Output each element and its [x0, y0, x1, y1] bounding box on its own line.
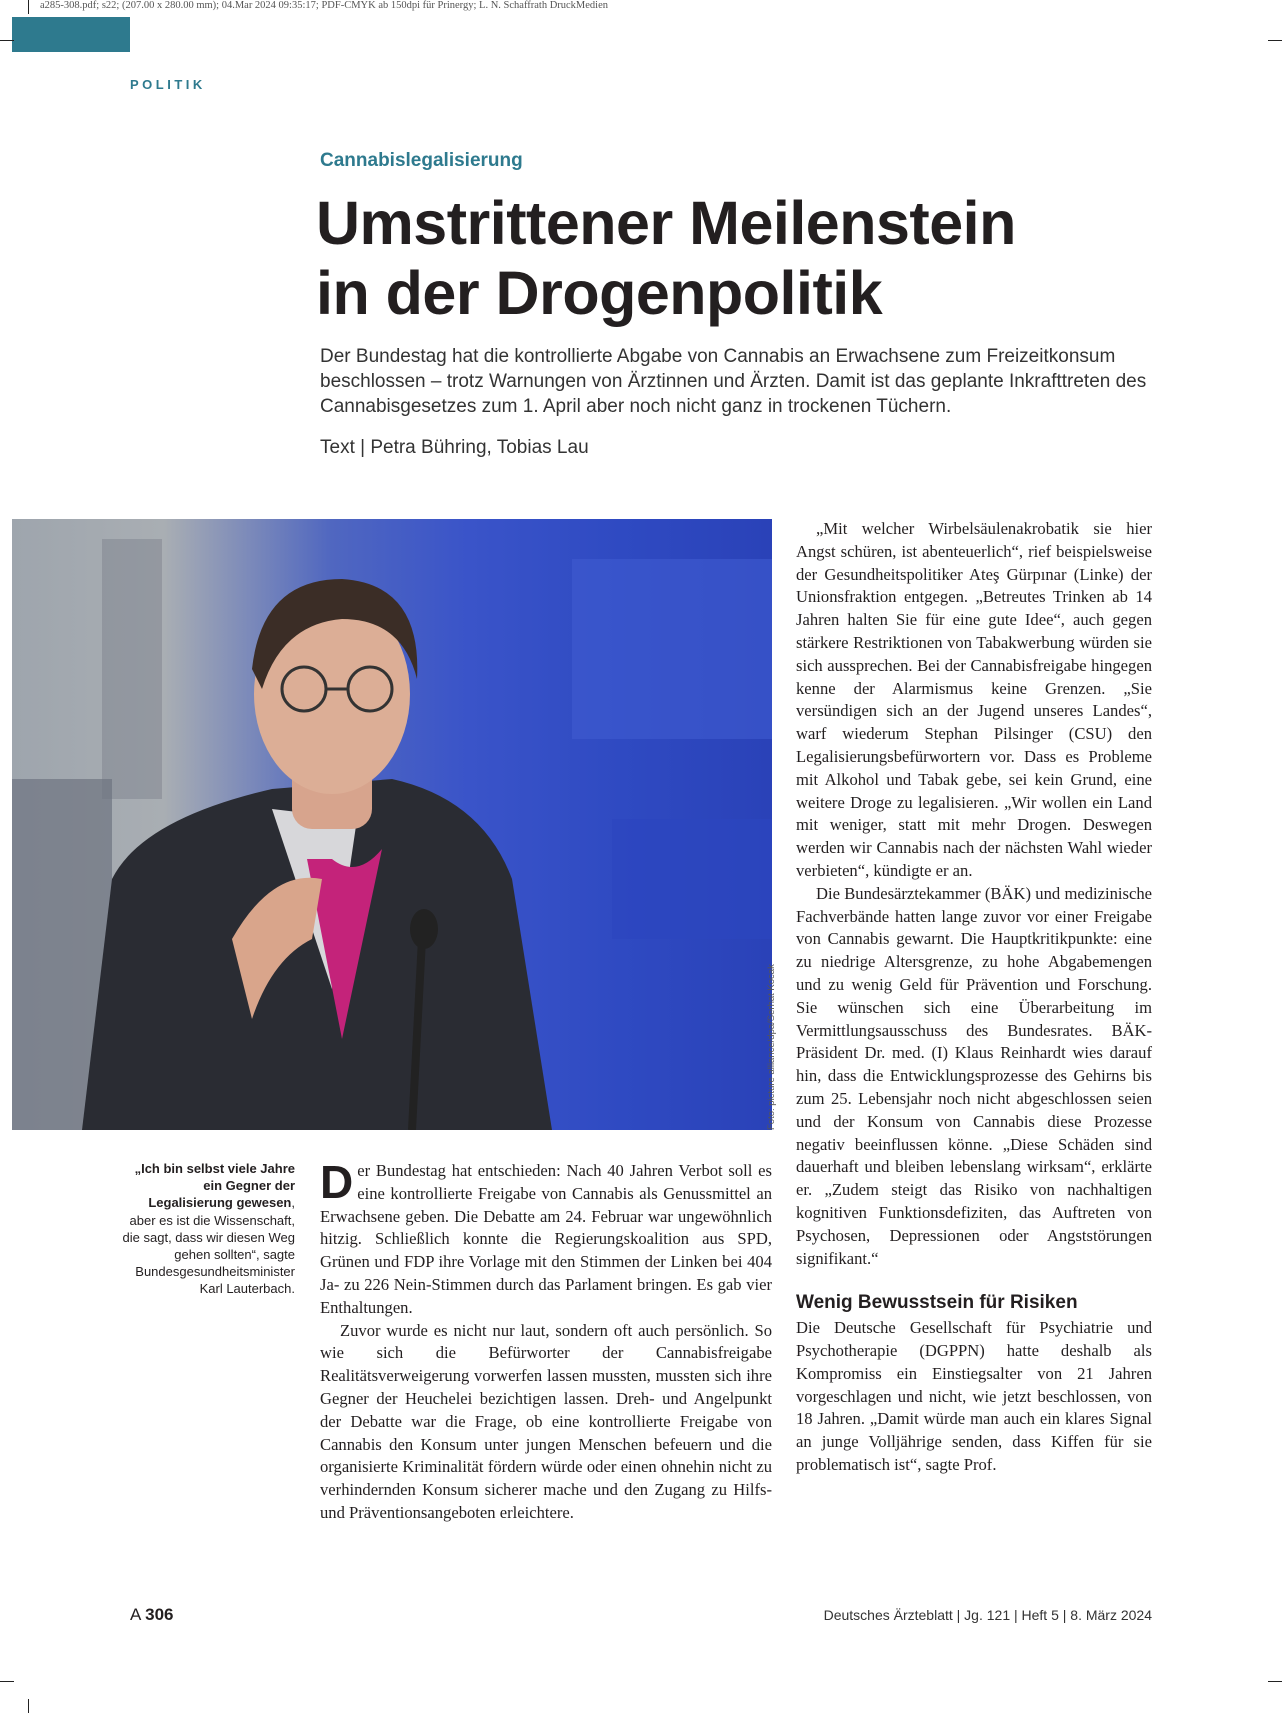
subheading: Wenig Bewusstsein für Risiken [796, 1292, 1078, 1314]
article-paragraph: Zuvor wurde es nicht nur laut, sondern oft auch persönlich. So wie sich die Befürworter der Cannabisfreigabe Realitätsverweigerung vorwerfen lassen mussten, mussten sich ihre Gegner der Heuchelei bezichtigen lassen. Dreh- und Angelpunkt der Debatte war die Frage, ob eine kontrollierte Freigabe von Cannabis den Konsum unter jungen Menschen befeuern und die organisierte Kriminalität fördern würde oder einen ohnehin nicht zu verhindernden Konsum sicherer mache und den Zugang zu Hilfs- und Präventionsangeboten erleichtere. [320, 1320, 772, 1522]
crop-mark [0, 1681, 14, 1682]
headline-line-1: Umstrittener Meilenstein [316, 189, 1016, 257]
headline [316, 188, 1016, 328]
drop-cap: D [320, 1156, 354, 1208]
portrait-illustration [12, 519, 772, 1130]
photo-caption [120, 1160, 295, 1298]
caption-text: , aber es ist die Wissenschaft, die sagt, dass wir diesen Weg gehen sollten“, sagte Bundesgesundheitsminister Karl Lauterbach. [122, 1195, 295, 1297]
journal-info: Deutsches Ärzteblatt | Jg. 121 | Heft 5 | 8. März 2024 [823, 1607, 1152, 1623]
photo-credit: Foto: picture alliance/dpa/Serhat Kocak [766, 964, 777, 1130]
page-number [130, 1605, 174, 1625]
page-prefix: A [130, 1605, 141, 1624]
crop-mark [28, 0, 29, 14]
print-info-line: a285-308.pdf; s22; (207.00 x 280.00 mm); 04.Mar 2024 09:35:17; PDF-CMYK ab 150dpi für Prinergy; L. N. Schaffrath DruckMedien [40, 0, 609, 11]
crop-mark [1268, 40, 1282, 41]
article-paragraph: „Mit welcher Wirbelsäulenakrobatik sie hier Angst schüren, ist abenteuerlich“, rief beispielsweise der Gesundheitspolitiker Ateş Gürpınar (Linke) der Unionsfraktion entgegen. „Betreutes Trinken ab 14 Jahren halten Sie für eine gute Idee“, auch gegen stärkere Restriktionen von Tabakwerbung würden sie sich aussprechen. Bei der Cannabisfreigabe hingegen kenne der Alarmismus keine Grenzen. „Sie versündigen sich an der Jugend unseres Landes“, warf wiederum Stephan Pilsinger (CSU) den Legalisierungsbefürwortern vor. Dass es Probleme mit Alkohol und Tabak gebe, sei kein Grund, eine weitere Droge zu legalisieren. „Wir wollen ein Land mit weniger, statt mit mehr Drogen. Deswegen werden wir Cannabis nach der nächsten Wahl wieder verbieten“, kündigte er an. [796, 519, 1152, 880]
crop-mark [28, 1699, 29, 1713]
article-paragraph: Die Deutsche Gesellschaft für Psychiatrie und Psychotherapie (DGPPN) hatte deshalb als Kompromiss ein Einstiegsalter von 21 Jahren vorgeschlagen und nicht, wie jetzt beschlossen, von 18 Jahren. „Damit würde man auch ein klares Signal an junge Volljährige senden, dass Kiffen für sie problematisch ist“, sagte Prof. [796, 1318, 1152, 1475]
article-column-1 [320, 1156, 772, 1525]
color-bar [12, 17, 130, 52]
paragraph-text: er Bundestag hat entschieden: Nach 40 Jahren Verbot soll es eine kontrollierte Freigabe von Cannabis als Genussmittel an Erwachsene geben. Die Debatte am 24. Februar war ungewöhnlich hitzig. Schließlich konnte die Regierungskoalition aus SPD, Grünen und FDP ihre Vorlage mit den Stimmen der Linken bei 404 Ja- zu 226 Nein-Stimmen durch das Parlament bringen. Es gab vier Enthaltungen. [320, 1161, 772, 1317]
caption-quote: „Ich bin selbst viele Jahre ein Gegner der Legalisierung gewesen [134, 1161, 295, 1211]
article-paragraph [320, 1156, 772, 1320]
article-photo [12, 519, 772, 1130]
crop-mark [1268, 1681, 1282, 1682]
page-number-value: 306 [145, 1605, 174, 1624]
section-label: POLITIK [130, 77, 206, 92]
lead-text: Der Bundestag hat die kontrollierte Abgabe von Cannabis an Erwachsene zum Freizeitkonsum beschlossen – trotz Warnungen von Ärztinnen und Ärzten. Damit ist das geplante Inkrafttreten des Cannabisgesetzes zum 1. April aber noch nicht ganz in trockenen Tüchern. [320, 346, 1147, 417]
byline: Text | Petra Bühring, Tobias Lau [320, 437, 589, 458]
kicker: Cannabislegalisierung [320, 150, 523, 171]
article-column-2 [796, 518, 1152, 1477]
article-paragraph: Die Bundesärztekammer (BÄK) und medizinische Fachverbände hatten lange zuvor vor einer Freigabe von Cannabis gewarnt. Die Hauptkritikpunkte: eine zu niedrige Altersgrenze, zu hohe Abgabemengen und zu wenig Geld für Prävention und Forschung. Sie wünschen sich eine Überarbeitung im Vermittlungsausschuss des Bundesrates. BÄK-Präsident Dr. med. (I) Klaus Reinhardt wies darauf hin, dass die Entwicklungsprozesse des Gehirns bis zum 25. Lebensjahr noch nicht abgeschlossen seien und der Konsum von Cannabis diese Prozesse negativ beeinflussen könne. „Diese Schäden sind dauerhaft und bleiben lebenslang wirksam“, erklärte er. „Zudem steigt das Risiko von nachhaltigen kognitiven Funktionsdefiziten, das Auftreten von Psychosen, Depressionen oder Angststörungen signifikant.“ [796, 883, 1152, 1268]
crop-mark [0, 40, 14, 41]
headline-line-2: in der Drogenpolitik [316, 259, 883, 327]
